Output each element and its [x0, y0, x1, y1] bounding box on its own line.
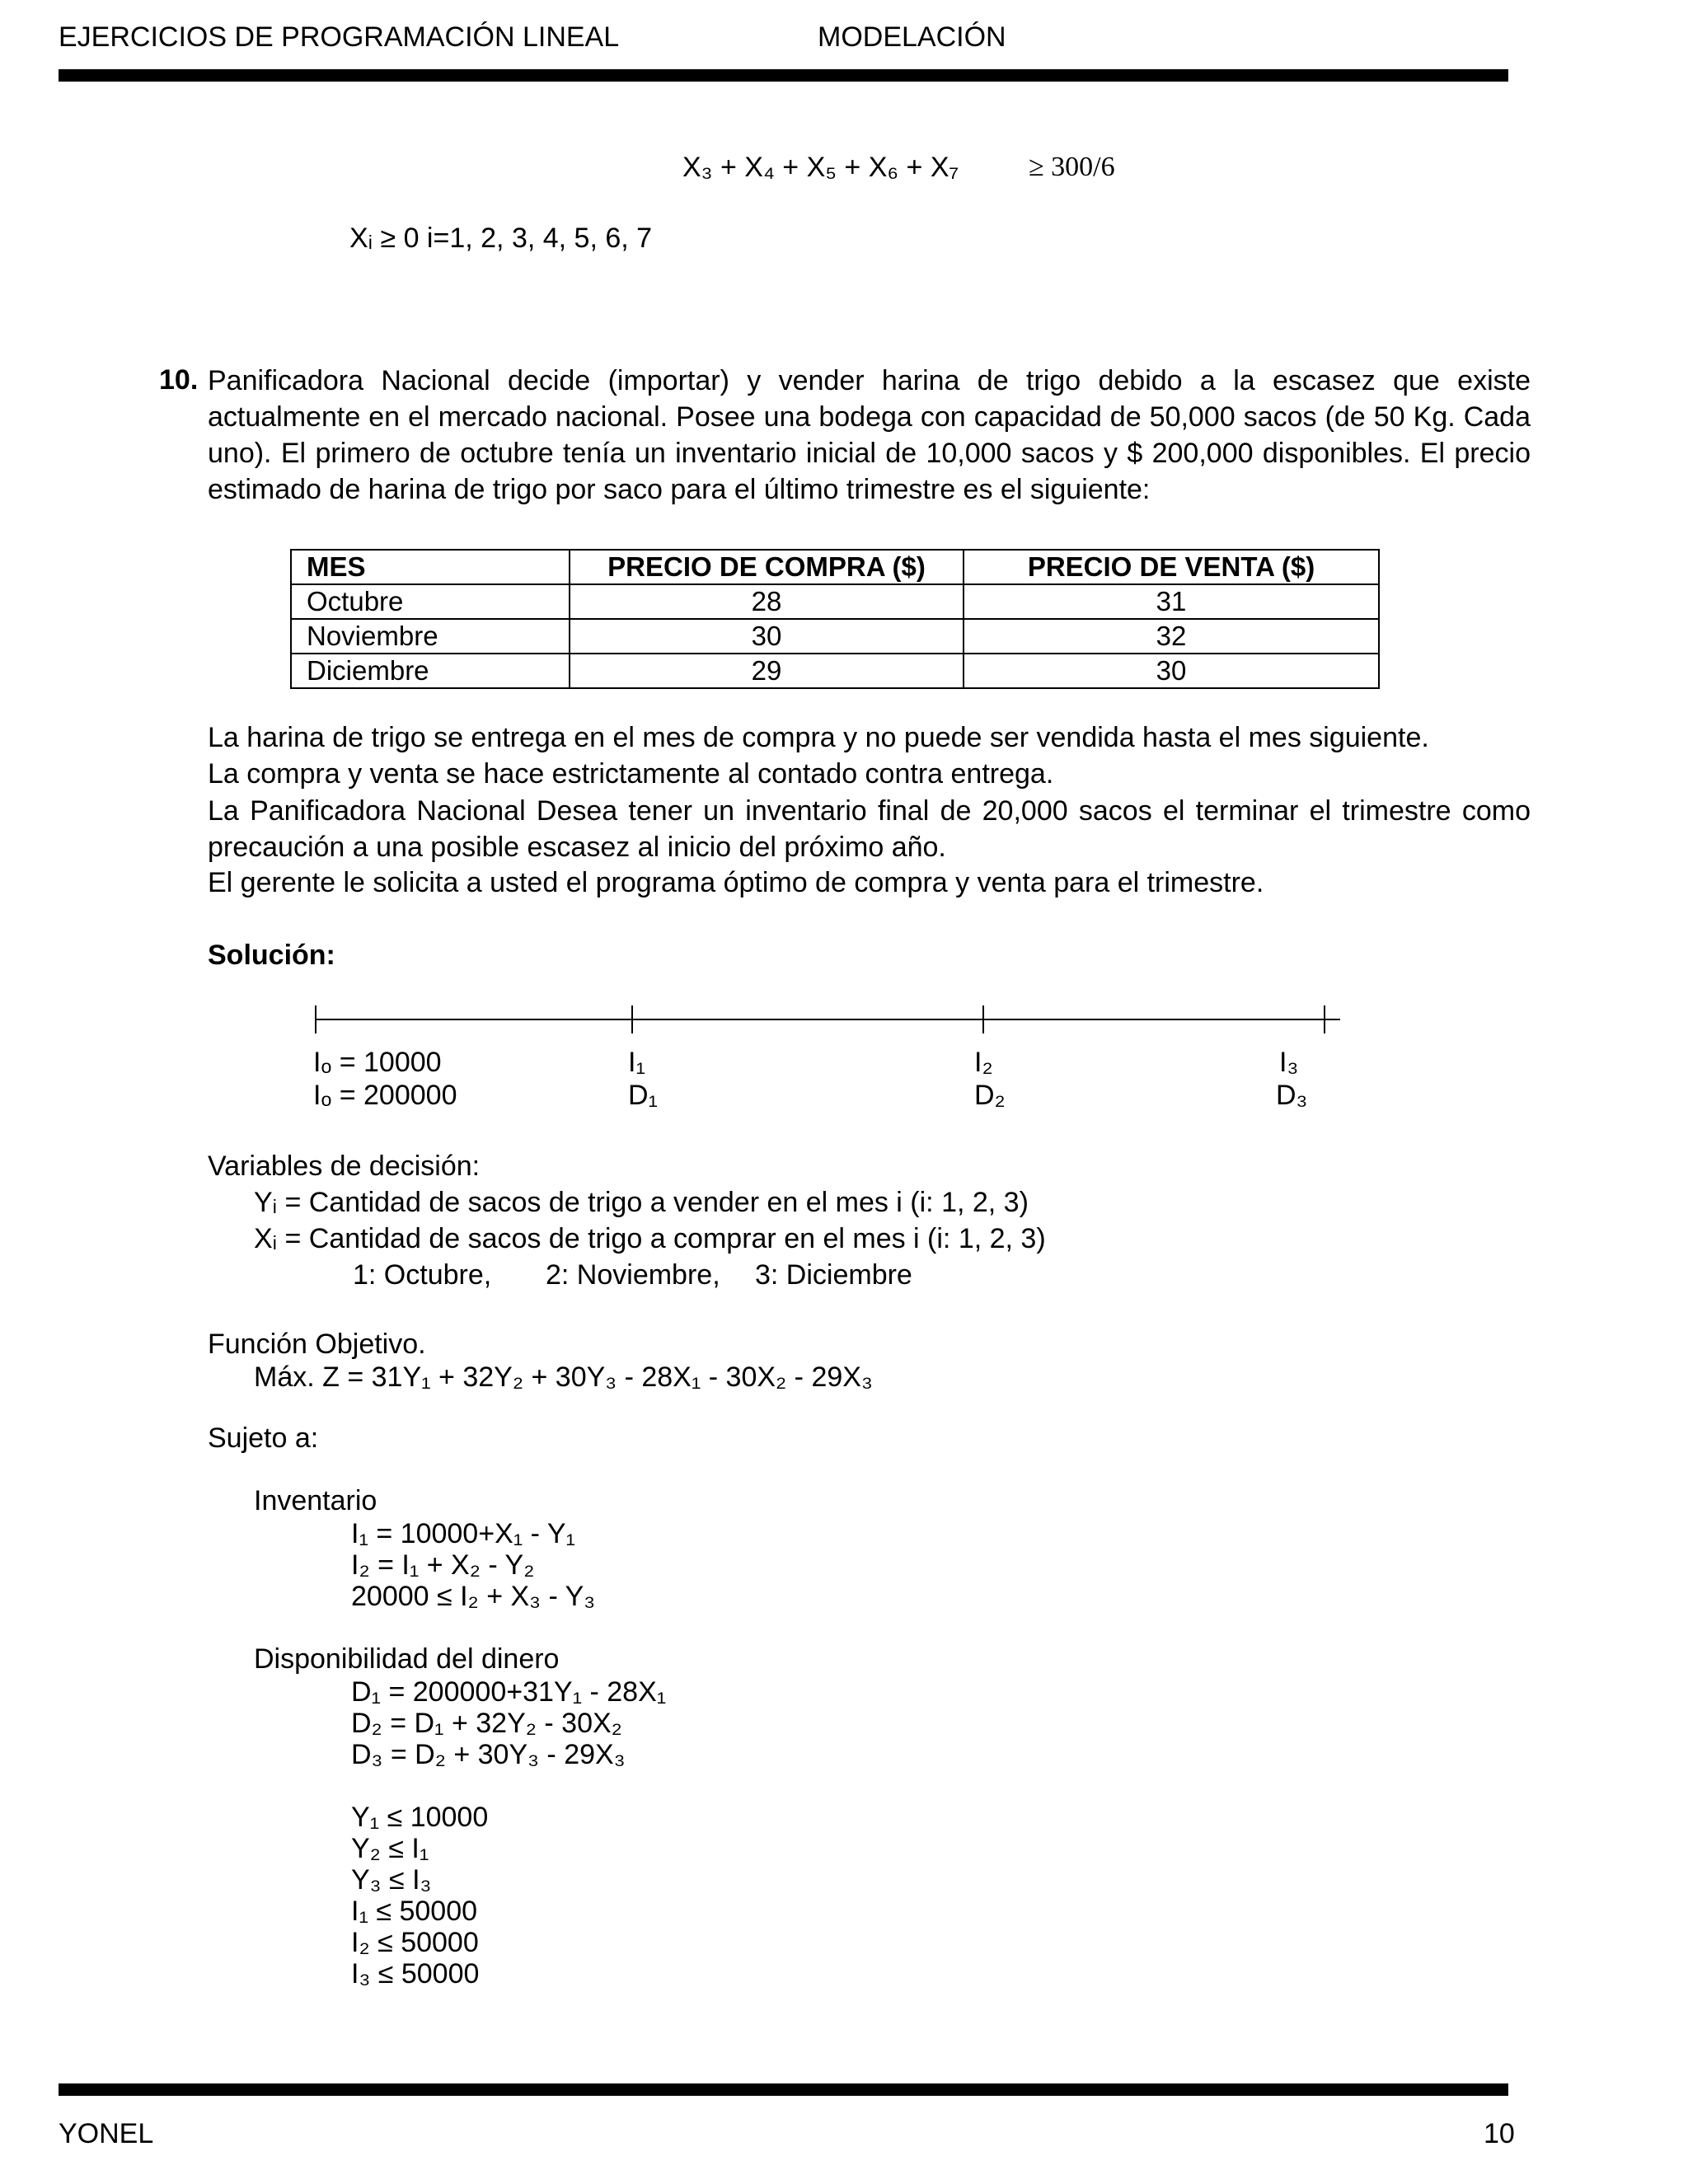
header-section: MODELACIÓN	[818, 21, 1006, 53]
table-cell: 31	[964, 584, 1379, 619]
timeline-tick	[982, 1005, 984, 1033]
problem-number: 10.	[159, 364, 199, 396]
inventory-constraint: I₁ = 10000+X₁ - Y₁	[351, 1518, 575, 1549]
table-header: PRECIO DE COMPRA ($)	[570, 550, 964, 584]
money-constraint: D₃ = D₂ + 30Y₃ - 29X₃	[351, 1739, 626, 1770]
objective-title: Función Objetivo.	[208, 1329, 426, 1360]
month-legend: 3: Diciembre	[755, 1259, 912, 1291]
timeline-label: I₁	[628, 1047, 645, 1078]
table-row	[291, 654, 1379, 688]
variable-y-definition: Yᵢ = Cantidad de sacos de trigo a vender en el mes i (i: 1, 2, 3)	[254, 1187, 1029, 1218]
header-title: EJERCICIOS DE PROGRAMACIÓN LINEAL	[59, 21, 620, 53]
solution-title: Solución:	[208, 940, 335, 971]
table-row	[291, 619, 1379, 654]
bound-constraint: Y₁ ≤ 10000	[351, 1802, 489, 1833]
timeline-label: D₂	[974, 1080, 1006, 1111]
timeline-label: I₂	[974, 1047, 993, 1078]
bound-constraint: I₃ ≤ 50000	[351, 1958, 480, 1990]
top-constraint-rhs: ≥ 300/6	[1029, 152, 1115, 182]
variable-x-definition: Xᵢ = Cantidad de sacos de trigo a comprar en el mes i (i: 1, 2, 3)	[254, 1223, 1046, 1254]
table-row	[291, 584, 1379, 619]
footer-rule	[59, 2083, 1508, 2096]
problem-line: estimado de harina de trigo por saco para el último trimestre es el siguiente:	[208, 474, 1151, 505]
table-cell: 32	[964, 619, 1379, 654]
nonnegativity-constraint: Xᵢ ≥ 0 i=1, 2, 3, 4, 5, 6, 7	[349, 223, 653, 254]
month-legend: 2: Noviembre,	[546, 1259, 720, 1291]
table-cell: 30	[570, 619, 964, 654]
money-constraint: D₁ = 200000+31Y₁ - 28X₁	[351, 1676, 667, 1708]
page-number: 10	[1484, 2118, 1515, 2149]
table-header: MES	[291, 550, 570, 584]
inventory-title: Inventario	[254, 1485, 377, 1516]
money-title: Disponibilidad del dinero	[254, 1643, 560, 1675]
price-table	[290, 549, 1380, 689]
timeline-label: D₁	[628, 1080, 659, 1111]
timeline-label: Iₒ = 10000	[313, 1047, 442, 1078]
inventory-constraint: I₂ = I₁ + X₂ - Y₂	[351, 1549, 535, 1581]
note-line: La compra y venta se hace estrictamente al contado contra entrega.	[208, 758, 1054, 790]
note-line: La Panificadora Nacional Desea tener un inventario final de 20,000 sacos el terminar el trimestre como	[208, 795, 1531, 827]
table-cell: 30	[964, 654, 1379, 688]
timeline-tick	[1324, 1005, 1325, 1033]
table-header: PRECIO DE VENTA ($)	[964, 550, 1379, 584]
variables-title: Variables de decisión:	[208, 1151, 481, 1182]
money-constraint: D₂ = D₁ + 32Y₂ - 30X₂	[351, 1708, 622, 1739]
problem-statement	[208, 363, 1531, 508]
subject-to-label: Sujeto a:	[208, 1422, 319, 1454]
note-line: precaución a una posible escasez al inicio del próximo año.	[208, 832, 946, 863]
timeline-label: D₃	[1276, 1080, 1308, 1111]
bound-constraint: Y₂ ≤ I₁	[351, 1833, 429, 1864]
note-paragraph	[208, 793, 1531, 865]
note-line: La harina de trigo se entrega en el mes de compra y no puede ser vendida hasta el mes siguiente.	[208, 722, 1429, 753]
header-rule	[59, 69, 1508, 82]
problem-line: uno). El primero de octubre tenía un inventario inicial de 10,000 sacos y $ 200,000 disponibles. El precio	[208, 438, 1531, 469]
bound-constraint: I₂ ≤ 50000	[351, 1927, 479, 1958]
footer-author: YONEL	[59, 2118, 154, 2149]
problem-line: actualmente en el mercado nacional. Posee una bodega con capacidad de 50,000 sacos (de 50 Kg. Cada	[208, 401, 1531, 433]
bound-constraint: I₁ ≤ 50000	[351, 1896, 478, 1927]
timeline-tick	[631, 1005, 633, 1033]
bound-constraint: Y₃ ≤ I₃	[351, 1864, 432, 1896]
timeline-axis	[316, 1019, 1340, 1020]
table-cell: Octubre	[291, 584, 570, 619]
table-cell: 28	[570, 584, 964, 619]
problem-line: Panificadora Nacional decide (importar) y vender harina de trigo debido a la escasez que existe	[208, 365, 1531, 396]
timeline-label: I₃	[1279, 1047, 1299, 1078]
table-cell: 29	[570, 654, 964, 688]
table-cell: Noviembre	[291, 619, 570, 654]
timeline-tick	[315, 1005, 316, 1033]
objective-function: Máx. Z = 31Y₁ + 32Y₂ + 30Y₃ - 28X₁ - 30X₂ - 29X₃	[254, 1361, 873, 1393]
timeline-label: Iₒ = 200000	[313, 1080, 457, 1111]
note-line: El gerente le solicita a usted el programa óptimo de compra y venta para el trimestre.	[208, 867, 1264, 898]
top-constraint-lhs: X₃ + X₄ + X₅ + X₆ + X₇	[682, 152, 959, 183]
inventory-constraint: 20000 ≤ I₂ + X₃ - Y₃	[351, 1581, 596, 1612]
table-cell: Diciembre	[291, 654, 570, 688]
month-legend: 1: Octubre,	[353, 1259, 492, 1291]
table-header-row	[291, 550, 1379, 584]
